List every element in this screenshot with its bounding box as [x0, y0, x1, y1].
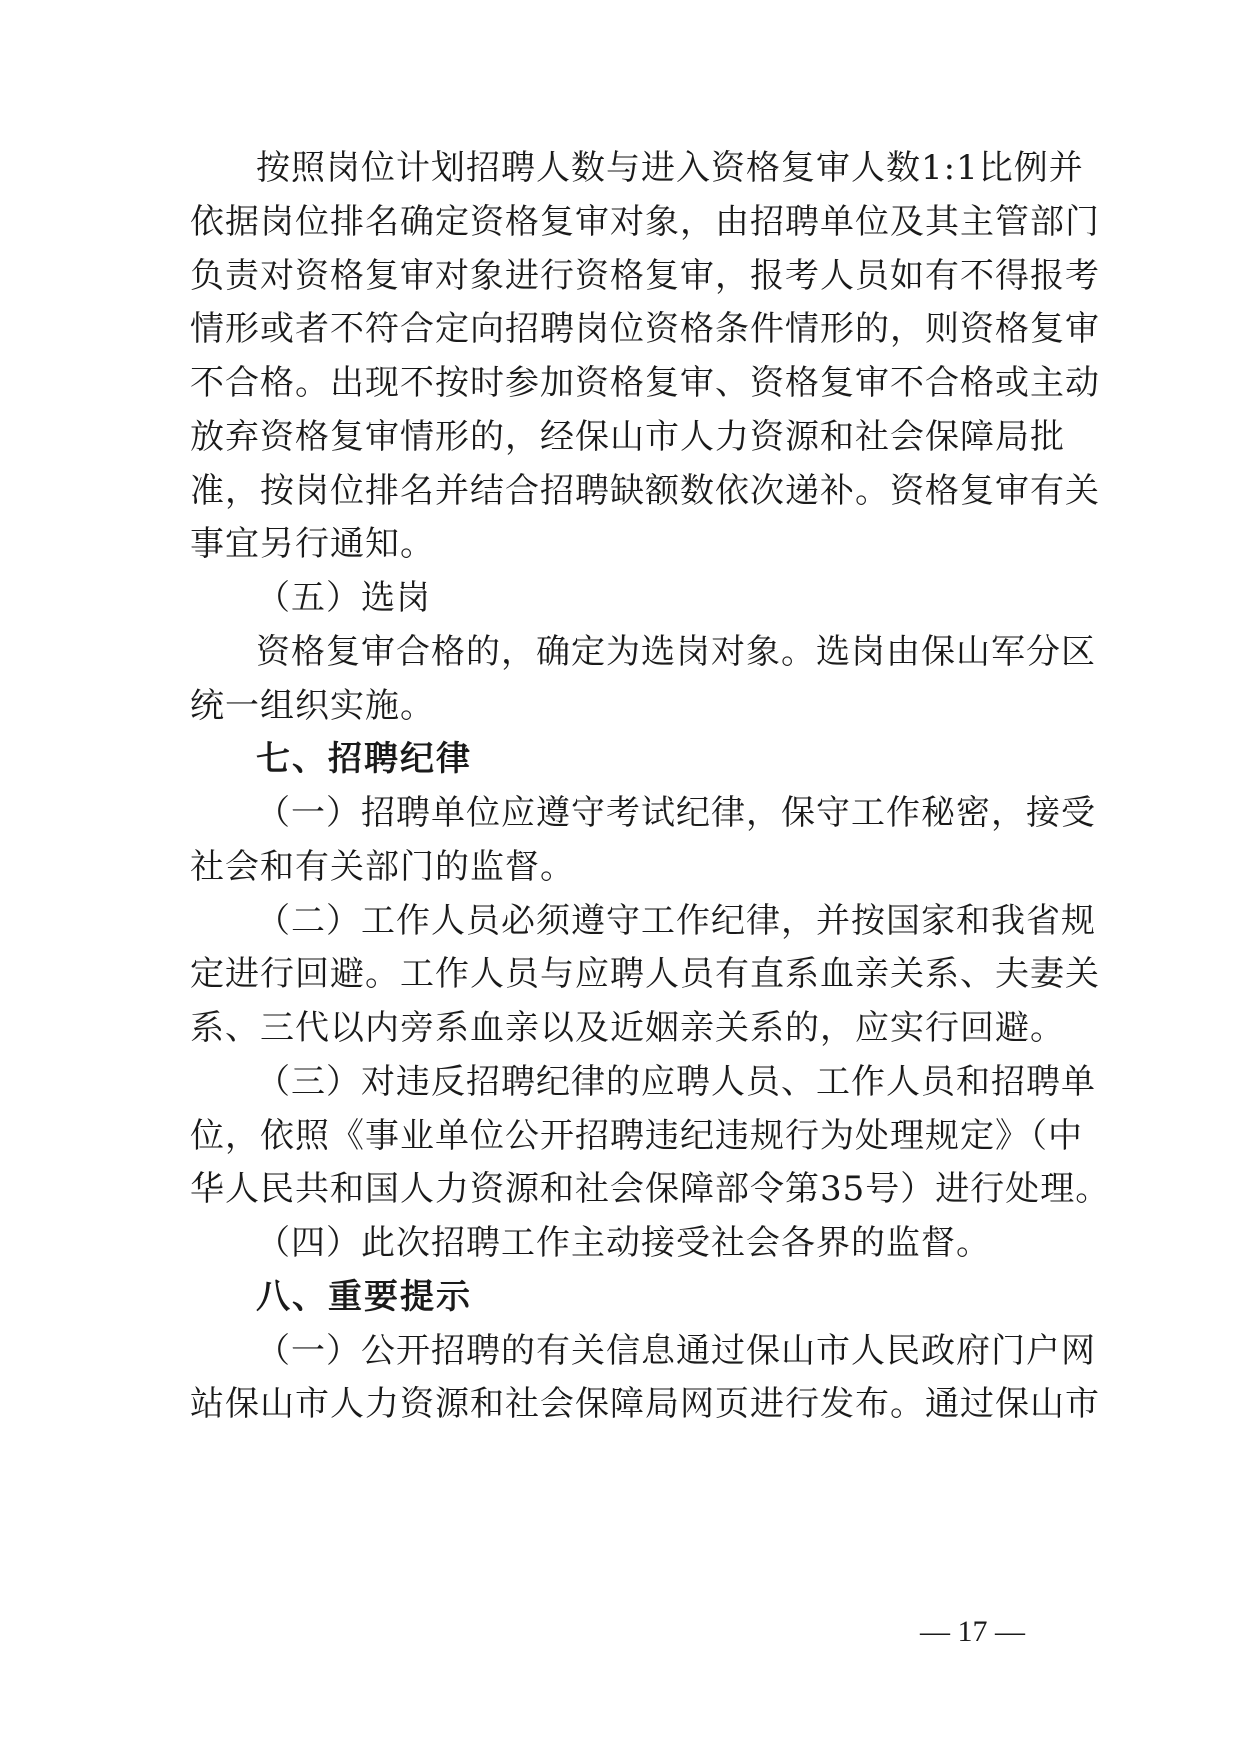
subsection-heading: （五）选岗 [256, 578, 431, 618]
section-heading: 七、招聘纪律 [256, 739, 472, 779]
paragraph-line: （四）此次招聘工作主动接受社会各界的监督。 [256, 1223, 991, 1263]
paragraph-line: 资格复审合格的，确定为选岗对象。选岗由保山军分区 [256, 632, 1096, 672]
paragraph-line: 按照岗位计划招聘人数与进入资格复审人数1:1比例并 [256, 148, 1084, 188]
paragraph-line: （一）招聘单位应遵守考试纪律，保守工作秘密，接受 [256, 793, 1096, 833]
paragraph-line: （二）工作人员必须遵守工作纪律，并按国家和我省规 [256, 901, 1096, 941]
paragraph-line: 依据岗位排名确定资格复审对象，由招聘单位及其主管部门 [190, 202, 1100, 242]
paragraph-line: 站保山市人力资源和社会保障局网页进行发布。通过保山市 [190, 1384, 1100, 1424]
paragraph-line: 系、三代以内旁系血亲以及近姻亲关系的，应实行回避。 [190, 1008, 1065, 1048]
paragraph-line: 准，按岗位排名并结合招聘缺额数依次递补。资格复审有关 [190, 471, 1100, 511]
paragraph-line: 情形或者不符合定向招聘岗位资格条件情形的，则资格复审 [190, 309, 1100, 349]
paragraph-line: 位，依照《事业单位公开招聘违纪违规行为处理规定》（中 [190, 1116, 1083, 1156]
paragraph-line: 事宜另行通知。 [190, 524, 435, 564]
paragraph-line: 华人民共和国人力资源和社会保障部令第35号）进行处理。 [190, 1169, 1111, 1209]
paragraph-line: 不合格。出现不按时参加资格复审、资格复审不合格或主动 [190, 363, 1100, 403]
paragraph-line: 放弃资格复审情形的，经保山市人力资源和社会保障局批 [190, 417, 1065, 457]
paragraph-line: 统一组织实施。 [190, 686, 435, 726]
paragraph-line: 定进行回避。工作人员与应聘人员有直系血亲关系、夫妻关 [190, 954, 1100, 994]
section-heading: 八、重要提示 [256, 1277, 472, 1317]
paragraph-line: （一）公开招聘的有关信息通过保山市人民政府门户网 [256, 1331, 1096, 1371]
paragraph-line: （三）对违反招聘纪律的应聘人员、工作人员和招聘单 [256, 1062, 1096, 1102]
paragraph-line: 负责对资格复审对象进行资格复审，报考人员如有不得报考 [190, 256, 1100, 296]
page-number: — 17 — [920, 1615, 1025, 1648]
paragraph-line: 社会和有关部门的监督。 [190, 847, 575, 887]
